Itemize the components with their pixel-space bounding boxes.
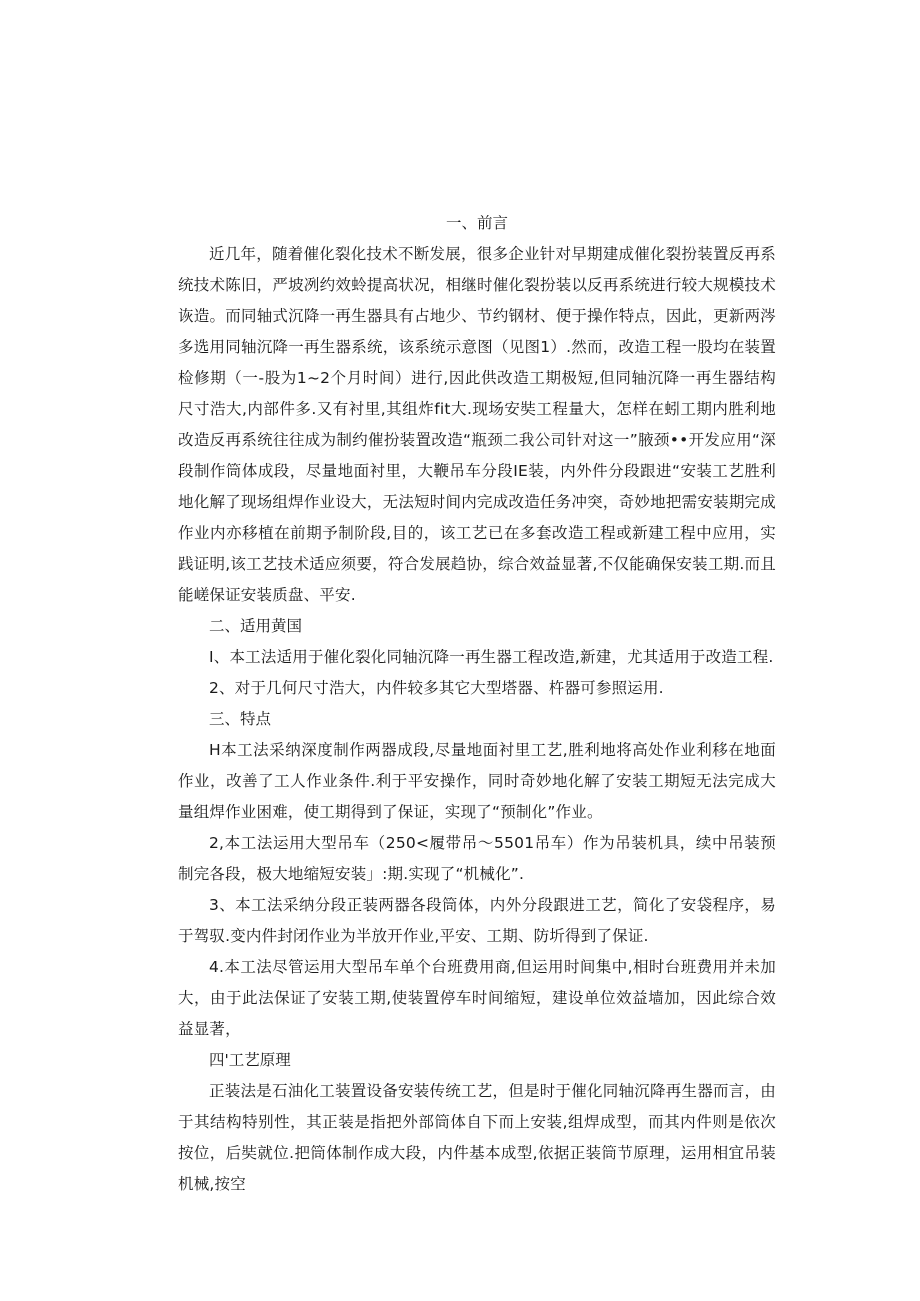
- document-body: [178, 208, 776, 1200]
- section-title-scope: 二、适用黄国: [209, 617, 303, 635]
- paragraph: 2,本工法运用大型吊车（250<履带吊〜5501吊车）作为吊装机具，续中吊装预制完各段，极大地缩短安装」:期.实现了“机械化”.: [178, 834, 776, 883]
- paragraph: I、本工法适用于催化裂化同轴沉降一再生器工程改造,新建，尤其适用于改造工程.: [209, 648, 774, 666]
- section-title-principle: 四'工艺原理: [209, 1051, 291, 1069]
- paragraph: 3、本工法采纳分段正装两器各段筒体，内外分段跟进工艺，简化了安袋程序，易于驾驭.变内件封闭作业为半放开作业,平安、工期、防圻得到了保证.: [178, 896, 776, 945]
- paragraph: H本工法采纳深度制作两器成段,尽量地面衬里工艺,胜利地将高处作业利移在地面作业，改善了工人作业条件.利于平安操作，同时奇妙地化解了安装工期短无法完成大量组焊作业困难，使工期得到了保证，实现了“预制化”作业。: [178, 741, 776, 821]
- section-title-intro: 一、前言: [445, 214, 508, 232]
- paragraph: 2、对于几何尺寸浩大，内件较多其它大型塔器、杵器可参照运用.: [209, 679, 664, 697]
- section-title-features: 三、特点: [209, 710, 272, 728]
- paragraph: 正装法是石油化工装置设备安装传统工艺，但是时于催化同轴沉降再生器而言，由于其结构特别性，其正装是指把外部筒体自下而上安装,组焊成型，而其内件则是依次按位，后奘就位.把筒体制作成大段，内件基本成型,依据正装筒节原理，运用相宜吊装机械,按空: [178, 1082, 776, 1193]
- paragraph: 近几年，随着催化裂化技术不断发展，很多企业针对早期建成催化裂扮装置反再系统技术陈旧，严坡冽约效蛉提高状况，相继时催化裂扮装以反再系统进行较大规模技术诙造。而同轴式沉降一再生器具有占地少、节约钢材、便于操作特点，因此，更新两涔多选用同轴沉降一再生器系统，该系统示意图（见图1）.然而，改造工程一股均在装置检修期（一-股为1~2个月时间）进行,因此供改造工期极短,但同轴沉降一再生器结构尺寸浩大,内部件多.又有衬里,其组炸fit大.现场安奘工程量大，怎样在蚓工期内胜利地改造反再系统往往成为制约催扮装置改造“瓶颈二我公司针对这一”腋颈••开发应用“深段制作筒体成段，尽量地面衬里，大鞭吊车分段IE装，内外件分段跟进“安装工艺胜利地化解了现场组焊作业设大，无法短时间内完成改造任务冲突，奇妙地把需安装期完成作业内亦移植在前期予制阶段,目的，该工艺已在多套改造工程或新建工程中应用，实践证明,该工艺技术适应须要，符合发展趋协，综合效益显著,不仅能确保安装工期.而且能嵯保证安装质盘、平安.: [178, 245, 776, 604]
- paragraph: 4.本工法尽管运用大型吊车单个台班费用商,但运用时间集中,相时台班费用并未加大，由于此法保证了安装工期,使装置停车时间缩短，建设单位效益墙加，因此综合效益显著，: [178, 958, 776, 1038]
